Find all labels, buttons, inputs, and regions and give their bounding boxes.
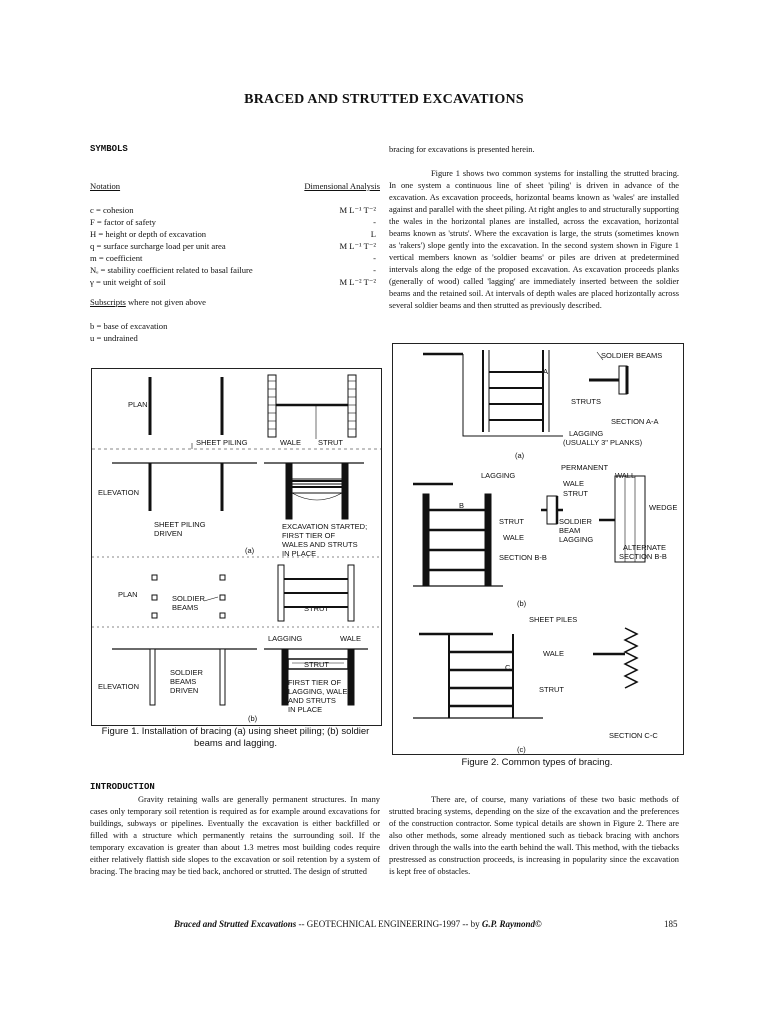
symbol-def: γ = unit weight of soil: [90, 277, 166, 287]
dimensional-label: Dimensional Analysis: [304, 181, 380, 191]
symbol-dim: -: [373, 217, 376, 227]
subscripts-label: Subscripts: [90, 297, 126, 307]
fig2-b-label: (b): [517, 599, 527, 608]
fig1-sp-driven-1: SHEET PILING: [154, 520, 206, 529]
fig1-soldier-2: BEAMS: [172, 603, 199, 612]
symbol-row: [90, 240, 376, 252]
subscripts-suffix: where not given above: [125, 297, 206, 307]
symbol-def: H = height or depth of excavation: [90, 229, 207, 239]
symbol-row: [90, 216, 376, 228]
fig1-exc-1: EXCAVATION STARTED;: [282, 522, 368, 531]
fig2-wale: WALE: [563, 479, 584, 488]
fig2-wale-c: WALE: [543, 649, 564, 658]
right-col-paragraph: Figure 1 shows two common systems for installing the strutted bracing. In one system a continuous line of sheet 'piling' is driven in advance of the excavation. As excavation proceeds, horizontal beams known as 'wales' are installed against and parallel with the sheet piling. At right angles to and structurally supporting the wales in the horizontal planes are installed, across the excavation, horizontal beams known as 'struts'. Where the excavation is large, the struts (sometimes known as 'rakers') slope gently into the excavation. In the second system shown in Figure 1 vertical members known as 'soldier beams' or piles are driven at predetermined intervals along the edge of the proposed excavation. As excavation proceeds planks (generally of wood) called 'lagging' are immediately inserted between the soldier beams and the retained soil. At intervals of depth wales are placed horizontally across several soldier beams and then strutted as previously described.: [389, 169, 679, 310]
symbol-def: q = surface surcharge load per unit area: [90, 241, 226, 251]
fig1-soldier-1: SOLDIER: [172, 594, 205, 603]
sheet-pile-strip: [268, 375, 276, 437]
symbol-dim: -: [373, 253, 376, 263]
subscripts-line: [90, 296, 206, 308]
right-bottom-paragraph: There are, of course, many variations of these two basic methods of strutted bracing systems, depending on the size of the excavation and the preferences of the construction contractor. Some typical details are shown in Figure 2. There are also other methods, some already mentioned such as tieback bracing with anchors driven through the walls into the earth behind the wall. This method, with the tiebacks prestressed as construction proceeds, is increasing in popularity since the excavation is kept free of obstacles.: [389, 795, 679, 876]
fig2-b-marker: B: [459, 501, 465, 510]
figure-2: [392, 343, 684, 755]
symbol-dim: M L⁻¹ T⁻²: [339, 205, 376, 215]
symbol-def: c = cohesion: [90, 205, 134, 215]
fig2-a-marker: A: [543, 367, 549, 376]
symbol-def: F = factor of safety: [90, 217, 156, 227]
fig1-ft-1: FIRST TIER OF: [288, 678, 342, 687]
fig2-soldier-beams: SOLDIER BEAMS: [601, 351, 663, 360]
fig1-b-label: (b): [248, 714, 258, 723]
fig1-exc-2: FIRST TIER OF: [282, 531, 336, 540]
symbol-row: [90, 264, 376, 276]
fig2-alt-2: SECTION B-B: [619, 552, 667, 561]
page-number: 185: [664, 919, 678, 929]
subscript-list: [90, 320, 167, 344]
subscript-item: b = base of excavation: [90, 321, 168, 331]
fig1-exc-4: IN PLACE: [282, 549, 317, 558]
fig1-ft-4: IN PLACE: [288, 705, 323, 714]
right-col-intro: bracing for excavations is presented herein.: [389, 145, 535, 154]
symbol-row: [90, 252, 376, 264]
figure-1: [91, 368, 382, 726]
fig1-exc-3: WALES AND STRUTS: [282, 540, 358, 549]
fig2-lagging: LAGGING: [481, 471, 516, 480]
fig1-elevation-label-b: ELEVATION: [98, 682, 139, 691]
footer-mid: -- GEOTECHNICAL ENGINEERING-1997 -- by: [296, 919, 482, 929]
fig1-sb-driven-3: DRIVEN: [170, 686, 199, 695]
fig1-plan-label-b: PLAN: [118, 590, 138, 599]
symbols-heading: SYMBOLS: [90, 144, 128, 154]
introduction-paragraph: Gravity retaining walls are generally permanent structures. In many cases only temporary soil retention is required as for example around excavations for buildings, subways or pipelines. Eventually the excavation is either backfilled or filled with a structure which permanently retains the surrounding soil. If the temporary excavation is greater than about 1.3 metres most building codes require either relatively flattish side slopes to the excavation or soil retention by a system of bracing. The bracing may be tied back, anchored or strutted. The design of strutted: [90, 795, 380, 876]
fig2-c-label: (c): [517, 745, 526, 754]
fig1-elevation-label: ELEVATION: [98, 488, 139, 497]
fig1-sp-driven-2: DRIVEN: [154, 529, 183, 538]
fig1-ft-3: AND STRUTS: [288, 696, 336, 705]
symbol-def: m = coefficient: [90, 253, 143, 263]
footer: [174, 919, 542, 929]
fig2-wedge: WEDGE: [649, 503, 678, 512]
fig2-strut-b: STRUT: [499, 517, 524, 526]
fig1-sb-driven-1: SOLDIER: [170, 668, 203, 677]
fig1-plan-label: PLAN: [128, 400, 148, 409]
fig1-ft-2: LAGGING, WALES: [288, 687, 353, 696]
symbol-row: [90, 228, 376, 240]
fig2-section-aa: SECTION A-A: [611, 417, 659, 426]
fig1-wale-label: WALE: [280, 438, 301, 447]
symbol-dim: -: [373, 265, 376, 275]
figure-1-caption: Figure 1. Installation of bracing (a) using sheet piling; (b) soldier beams and lagging.: [101, 726, 370, 749]
footer-title: Braced and Strutted Excavations: [174, 919, 297, 929]
fig2-soldier-1: SOLDIER: [559, 517, 592, 526]
fig2-lagging-2: (USUALLY 3" PLANKS): [563, 438, 643, 447]
symbol-dim: M L⁻² T⁻²: [339, 277, 376, 287]
figure-2-drawing: [393, 344, 683, 754]
fig2-permanent-2: WALL: [615, 471, 636, 480]
notation-header: [90, 180, 380, 192]
symbol-dim: L: [370, 229, 376, 239]
fig1-strut-label-b: STRUT: [304, 604, 329, 613]
figure-2-caption: Figure 2. Common types of bracing.: [461, 757, 613, 768]
fig2-section-bb: SECTION B-B: [499, 553, 547, 562]
symbol-row: [90, 276, 376, 288]
fig2-permanent-1: PERMANENT: [561, 463, 609, 472]
footer-author: G.P. Raymond©: [481, 919, 542, 929]
fig2-section-cc: SECTION C-C: [609, 731, 658, 740]
sheet-pile-strip: [348, 375, 356, 437]
fig1-a-label: (a): [245, 546, 255, 555]
fig2-struts: STRUTS: [571, 397, 601, 406]
fig2-soldier-2: BEAM: [559, 526, 581, 535]
fig1-sheet-piling-label: SHEET PILING: [196, 438, 248, 447]
fig1-strut-label: STRUT: [318, 438, 343, 447]
fig2-c-marker: C: [505, 663, 511, 672]
fig2-alt-1: ALTERNATE: [623, 543, 667, 552]
fig2-lagging-1: LAGGING: [569, 429, 604, 438]
symbol-row: [90, 204, 376, 216]
notation-label: Notation: [90, 181, 121, 191]
symbol-def: Nₑ = stability coefficient related to basal failure: [90, 265, 253, 275]
fig2-strut: STRUT: [563, 489, 588, 498]
fig2-lagging2: LAGGING: [559, 535, 594, 544]
symbol-dim: M L⁻¹ T⁻²: [339, 241, 376, 251]
symbol-list: [90, 204, 376, 288]
introduction-heading: INTRODUCTION: [90, 782, 155, 792]
fig1-wale-label-b: WALE: [340, 634, 361, 643]
fig1-lagging-label: LAGGING: [268, 634, 303, 643]
fig1-sb-driven-2: BEAMS: [170, 677, 197, 686]
fig2-sheet-piles: SHEET PILES: [529, 615, 578, 624]
figure-1-drawing: [92, 369, 381, 725]
fig1-strut-label-c: STRUT: [304, 660, 329, 669]
fig2-wale-b: WALE: [503, 533, 524, 542]
page-title: BRACED AND STRUTTED EXCAVATIONS: [244, 92, 524, 107]
fig2-strut-c: STRUT: [539, 685, 564, 694]
subscript-item: u = undrained: [90, 333, 138, 343]
fig2-a-label: (a): [515, 451, 525, 460]
